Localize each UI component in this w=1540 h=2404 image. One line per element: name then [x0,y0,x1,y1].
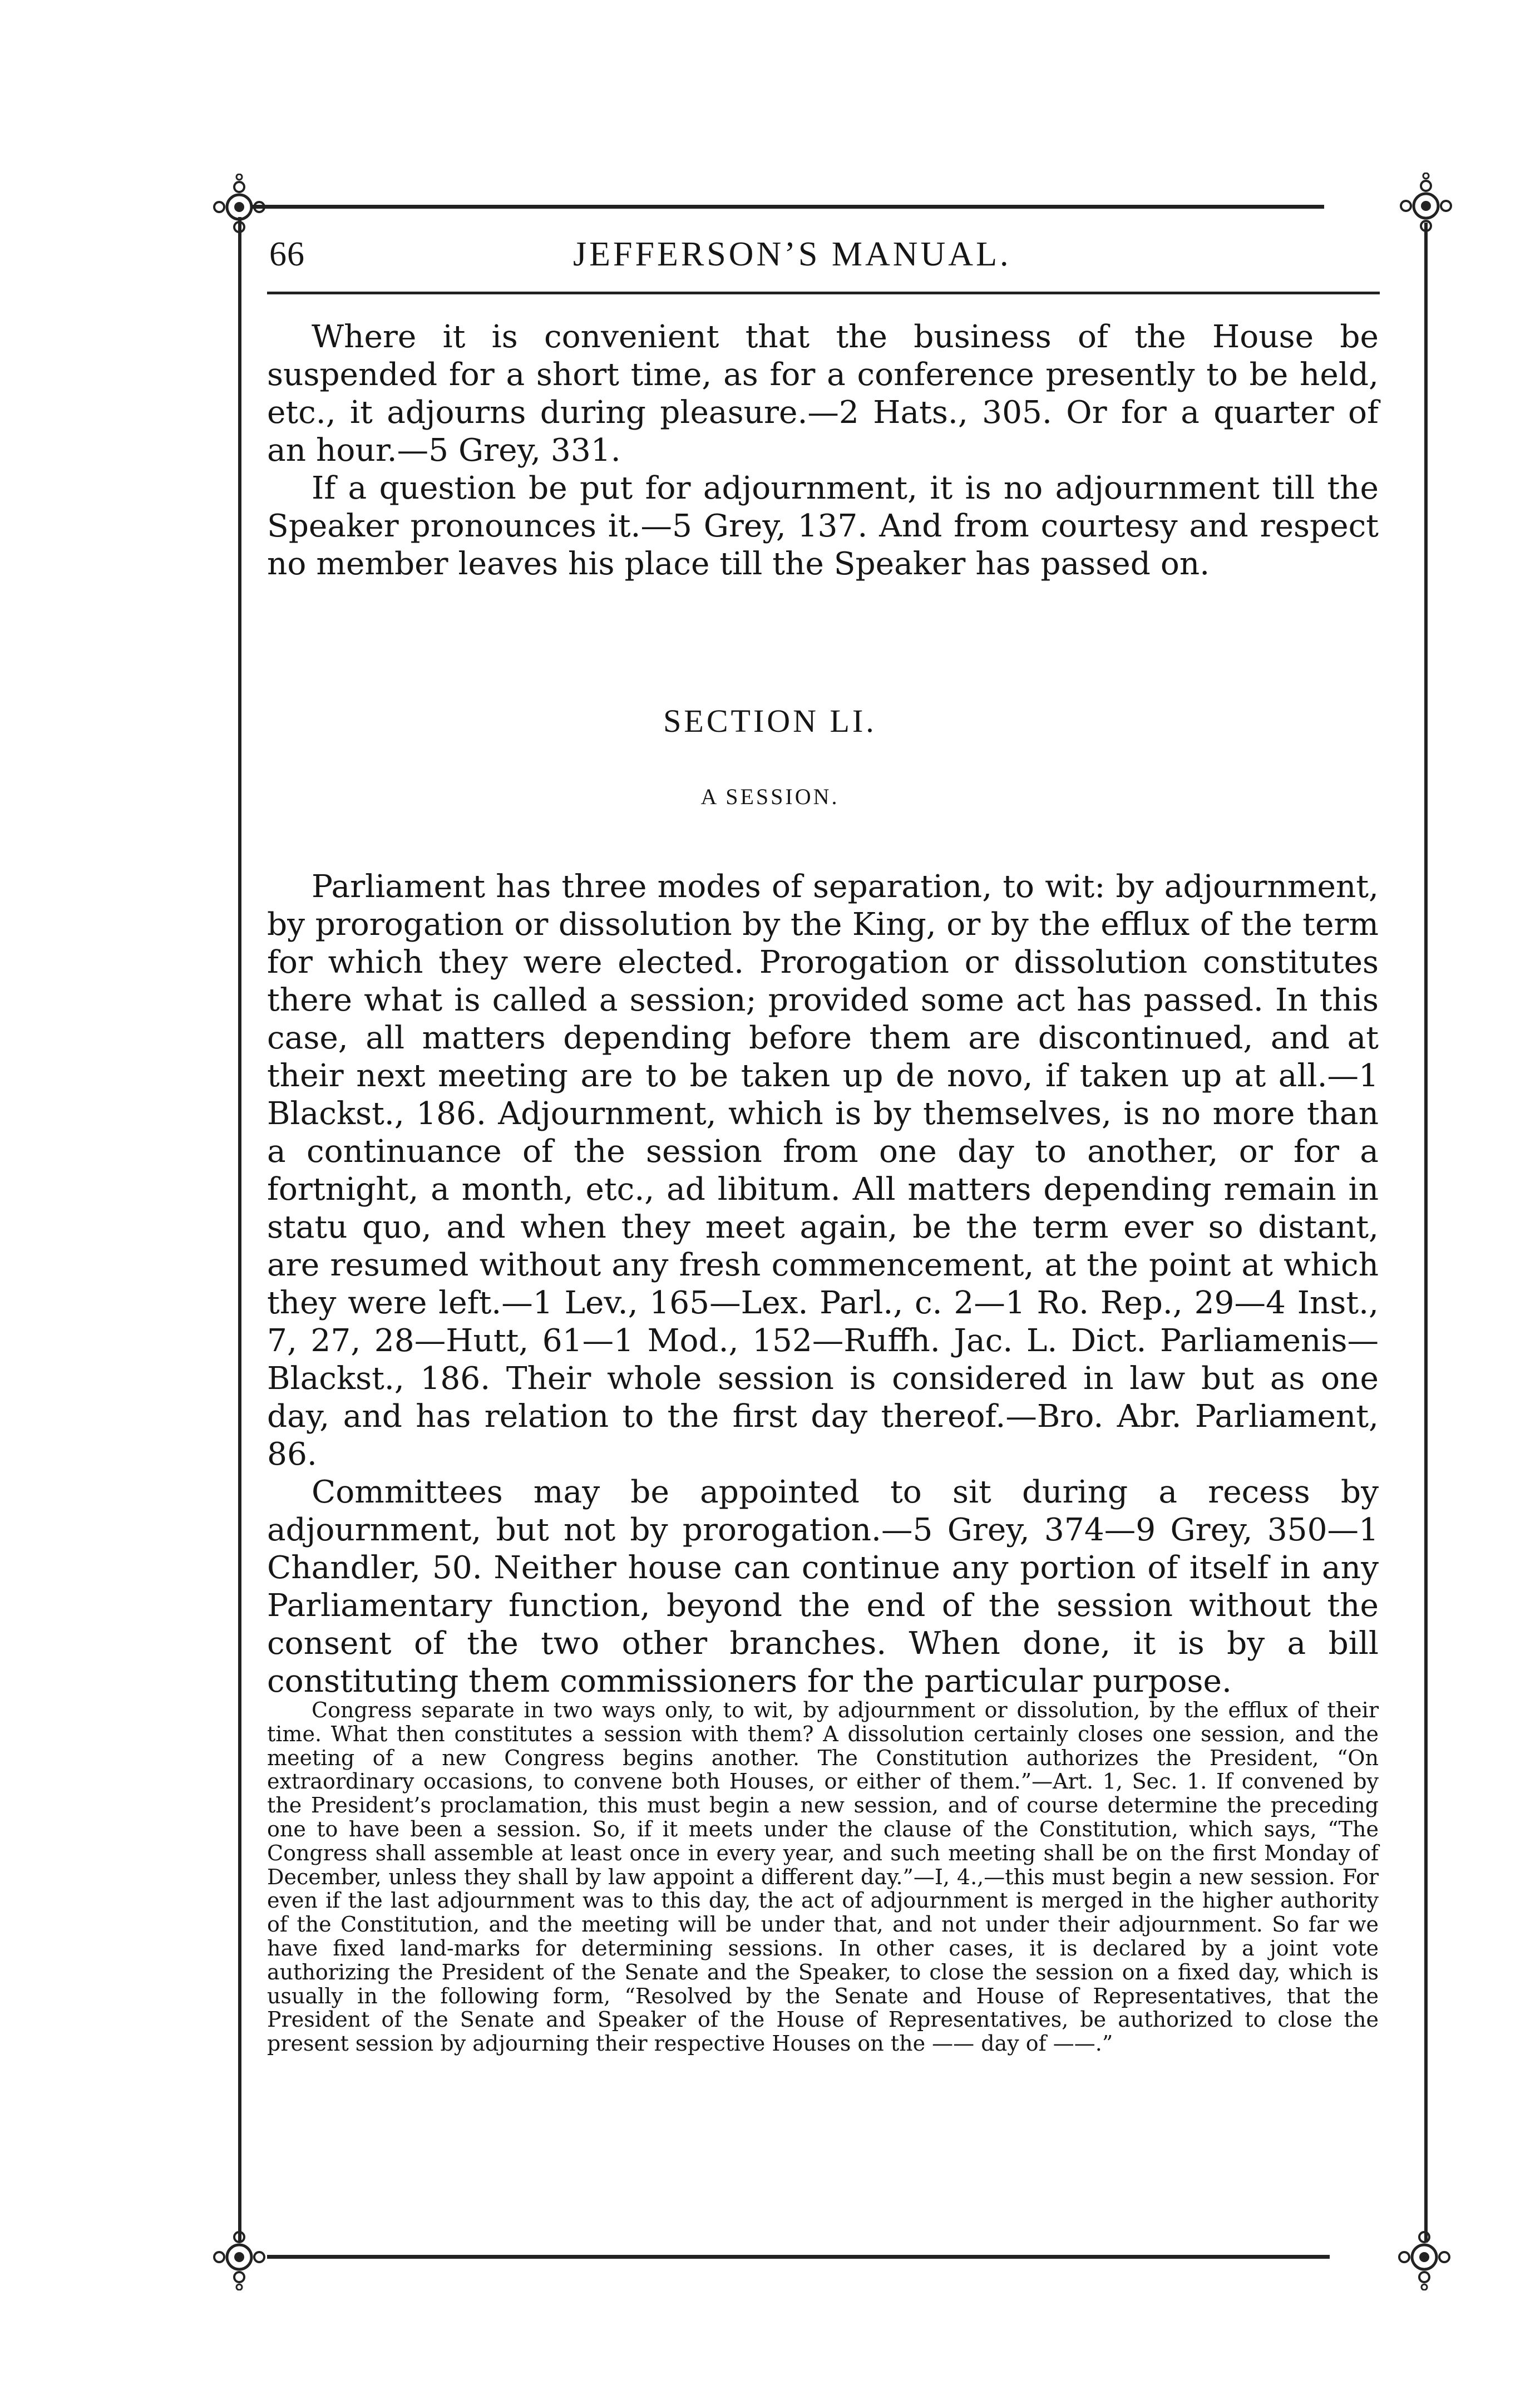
note-paragraph: Congress separate in two ways only, to wit, by adjournment or dissolution, by the efflux of their time. What then constitutes a session with them? A dissolution certainly closes one session, and the meeting of a new Congress begins another. The Constitution authorizes the President, “On extraordinary occasions, to convene both Houses, or either of them.”—Art. 1, Sec. 1. If convened by the President’s proclamation, this must begin a new session, and of course determine the preceding one to have been a session. So, if it meets under the clause of the Constitution, which says, “The Congress shall assemble at least once in every year, and such meeting shall be on the first Monday of December, unless they shall by law appoint a different day.”—I, 4.,—this must begin a new session. For even if the last adjournment was to this day, the act of adjournment is merged in the higher authority of the Constitution, and the meeting will be under that, and not under their adjournment. So far we have fixed land-marks for determining sessions. In other cases, it is declared by a joint vote authorizing the President of the Senate and the Speaker, to close the session on a fixed day, which is usually in the following form, “Resolved by the Senate and House of Representatives, that the President of the Senate and Speaker of the House of Representatives, be authorized to close the present session by adjourning their respective Houses on the —— day of ——.” [267,1698,1379,2056]
section-heading: SECTION LI. [663,703,877,739]
corner-ornament-icon [1393,173,1459,239]
continued-text [267,318,1379,583]
paragraph: Parliament has three modes of separation, to wit: by adjournment, by prorogation or dissolution by the King, or by the efflux of the term for which they were elected. Prorogation or dissolution constitutes there what is called a session; provided some act has passed. In this case, all matters depending before them are discontinued, and at their next meeting are to be taken up de novo, if taken up at all.—1 Blackst., 186. Adjournment, which is by themselves, is no more than a continuance of the session from one day to another, or for a fortnight, a month, etc., ad libitum. All matters depending remain in statu quo, and when they meet again, be the term ever so distant, are resumed without any fresh commencement, at the point at which they were left.—1 Lev., 165—Lex. Parl., c. 2—1 Ro. Rep., 29—4 Inst., 7, 27, 28—Hutt, 61—1 Mod., 152—Ruffh. Jac. L. Dict. Parliamenis—Blackst., 186. Their whole session is considered in law but as one day, and has relation to the first day thereof.—Bro. Abr. Parliament, 86. [267,869,1379,1472]
page-number: 66 [269,235,305,273]
frame-bottom-rule [267,2255,1330,2259]
notes [267,1698,1379,2056]
corner-ornament-icon [206,2224,273,2290]
corner-ornament-icon [206,174,273,240]
running-title: JEFFERSON’S MANUAL. [573,235,1011,273]
paragraph: If a question be put for adjournment, it is no adjournment till the Speaker pronounces it.—5 Grey, 137. And from courtesy and respect no member leaves his place till the Speaker has passed on. [267,470,1379,582]
running-head [261,233,1380,288]
section-subtitle: A SESSION. [700,784,840,809]
frame-top-rule [250,205,1324,209]
header-rule [267,292,1380,294]
paragraph: Where it is convenient that the business of the House be suspended for a short time, as for a conference presently to be held, etc., it adjourns during pleasure.—2 Hats., 305. Or for a quarter of an hour.—5 Grey, 331. [267,319,1379,469]
paragraph: Committees may be appointed to sit during a recess by adjournment, but not by prorogation.—5 Grey, 374—9 Grey, 350—1 Chandler, 50. Neither house can continue any portion of itself in any Parliamentary function, beyond the end of the session without the consent of the two other branches. When done, it is by a bill constituting them commissioners for the particular purpose. [267,1474,1379,1699]
corner-ornament-icon [1391,2224,1458,2290]
frame-right-rule [1424,223,1428,2243]
frame-left-rule [238,217,241,2243]
section-body [267,868,1379,1701]
